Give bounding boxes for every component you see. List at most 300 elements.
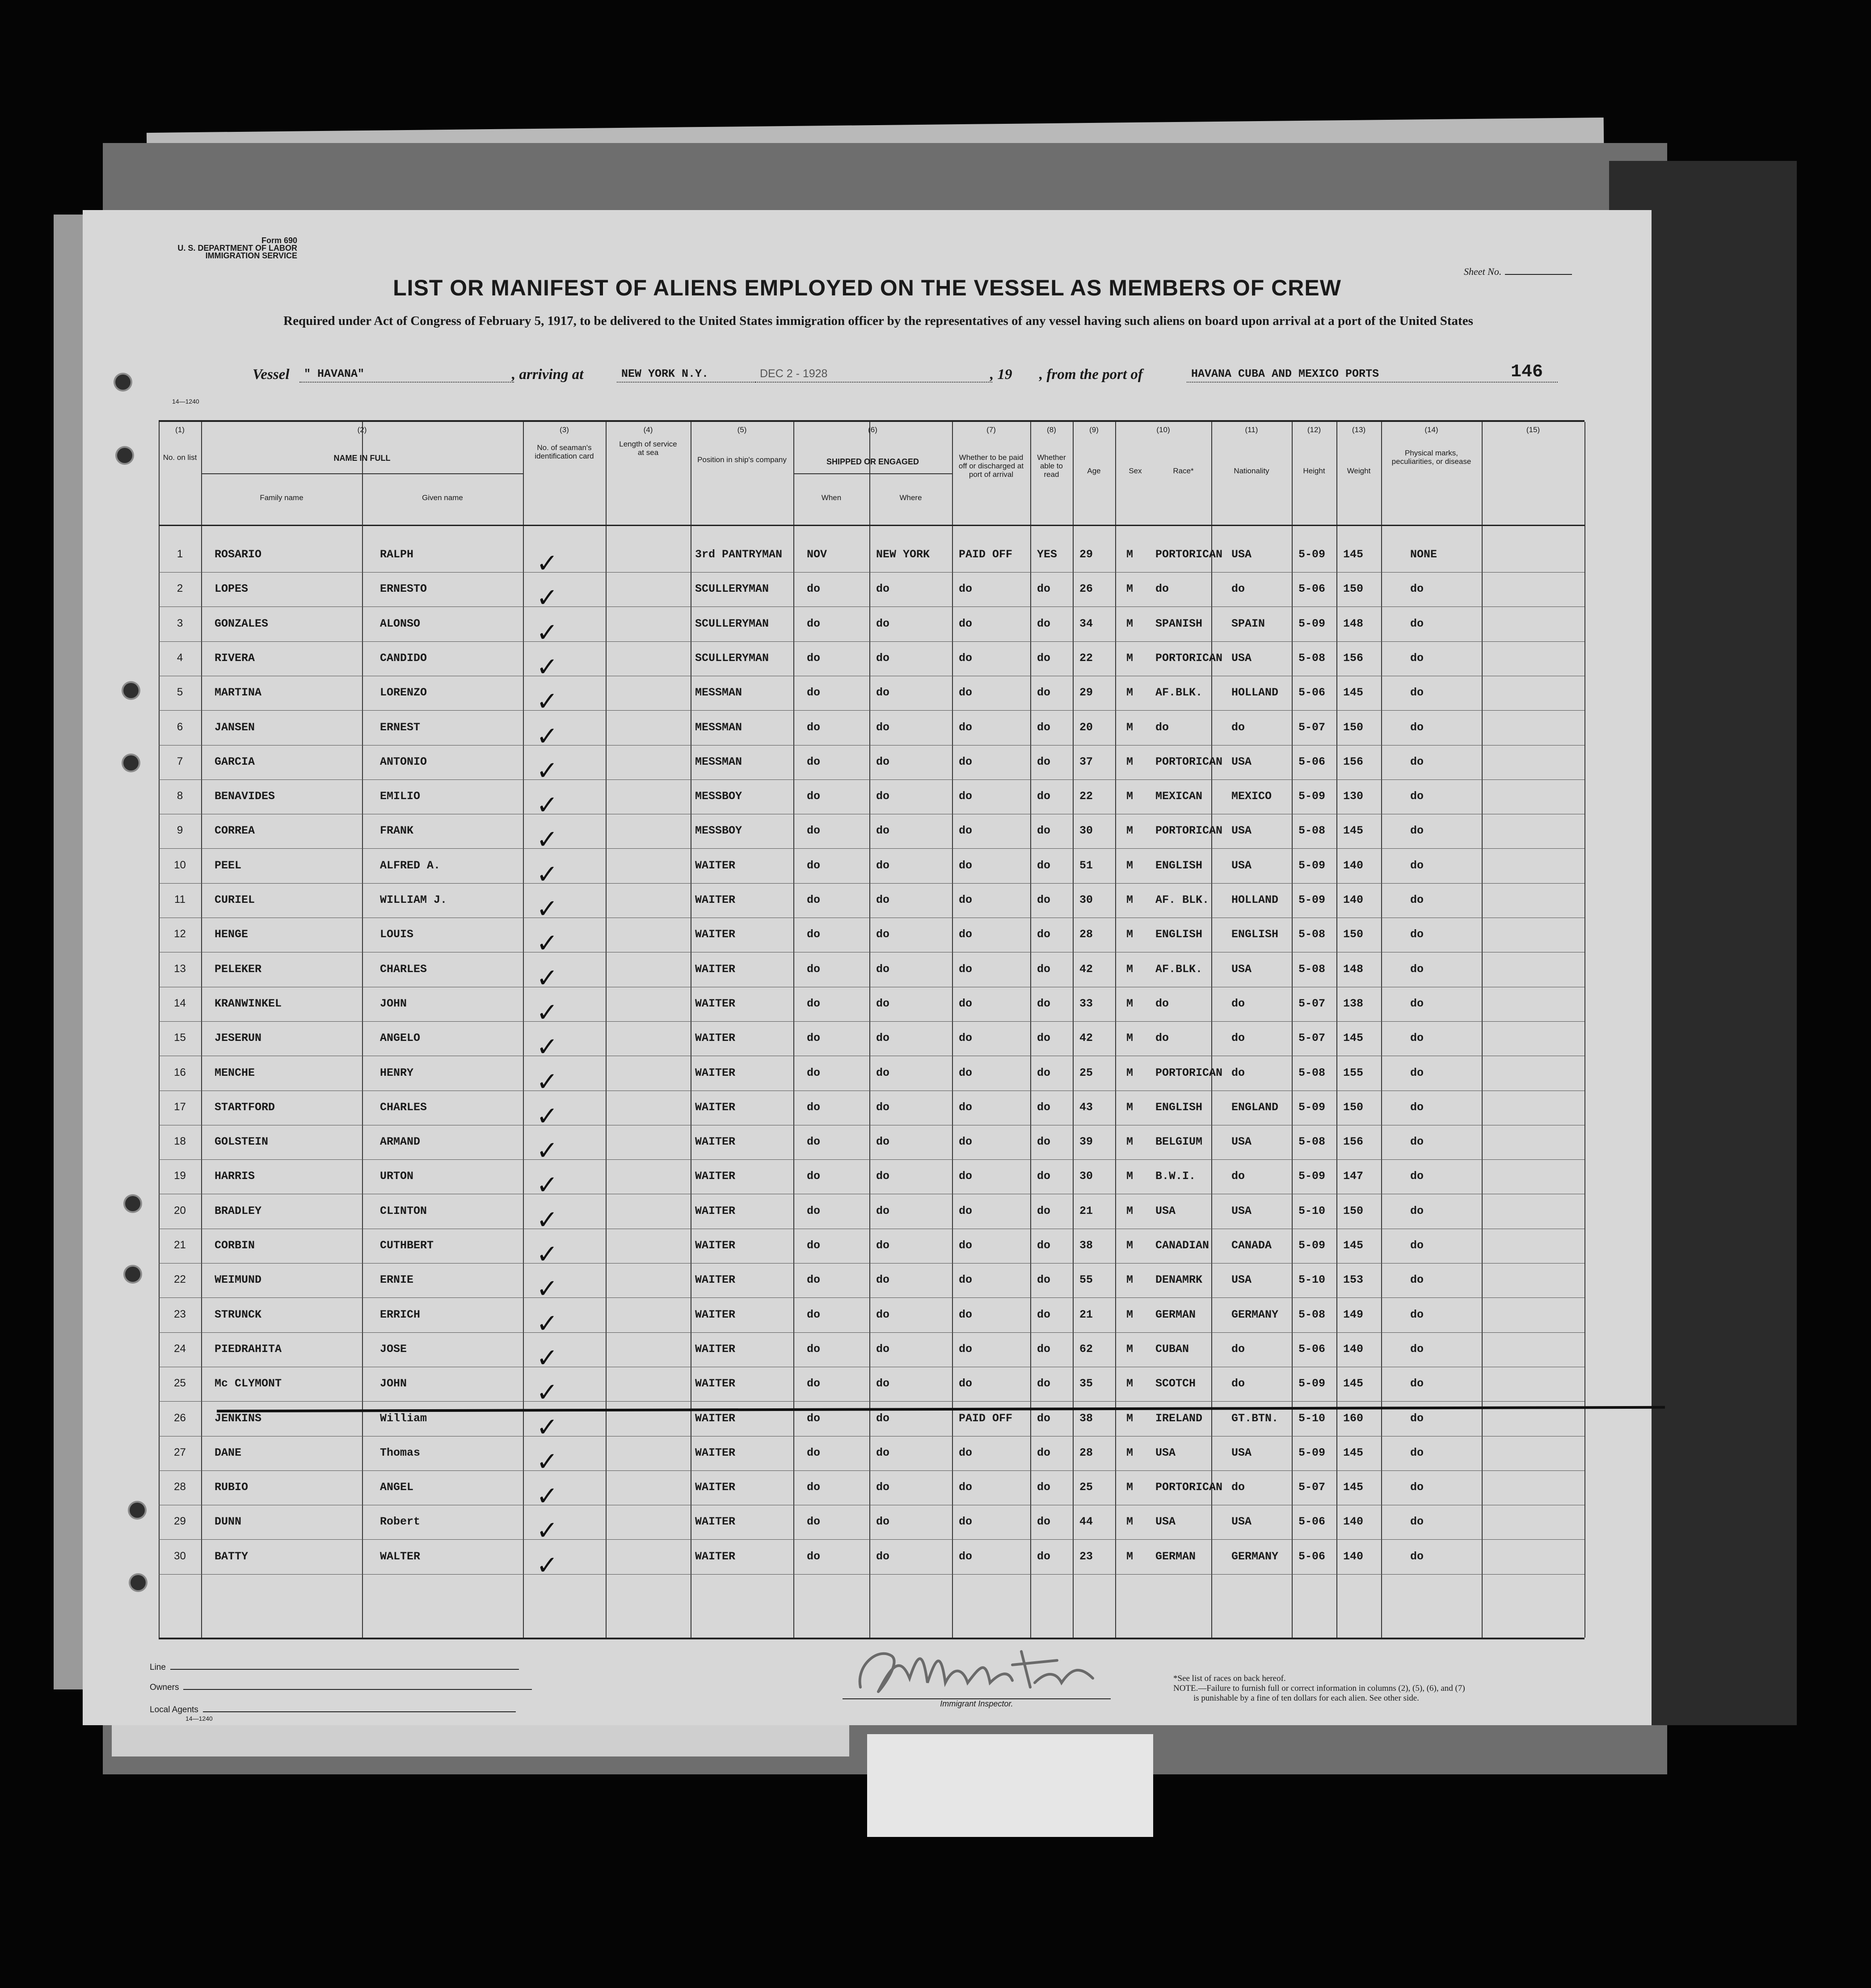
col-num-9: (9)	[1089, 425, 1099, 434]
cell-paid: do	[959, 1135, 973, 1149]
cell-marks: do	[1410, 893, 1424, 906]
cell-when: do	[807, 790, 821, 803]
cell-given: HENRY	[380, 1066, 414, 1079]
cell-position: WAITER	[695, 928, 736, 941]
header-family-name: Family name	[260, 493, 303, 502]
binder-hole	[125, 1196, 140, 1211]
cell-when: do	[807, 962, 821, 976]
cell-no: 18	[174, 1135, 186, 1148]
cell-position: WAITER	[695, 962, 736, 976]
cell-sex: M	[1126, 859, 1134, 872]
cell-height: 5-08	[1298, 651, 1326, 665]
header-shipped-engaged: SHIPPED OR ENGAGED	[826, 457, 919, 466]
cell-position: WAITER	[695, 1170, 736, 1183]
cell-when: do	[807, 617, 821, 630]
cell-given: WILLIAM J.	[380, 893, 447, 906]
cell-marks: do	[1410, 651, 1424, 665]
cell-family: KRANWINKEL	[215, 997, 282, 1010]
cell-nat: ENGLAND	[1231, 1100, 1279, 1114]
cell-race: CANADIAN	[1155, 1239, 1209, 1252]
cell-sex: M	[1126, 928, 1134, 941]
cell-where: do	[876, 1170, 890, 1183]
cell-paid: do	[959, 859, 973, 872]
check-mark-icon: ✓	[536, 755, 558, 786]
cell-nat: HOLLAND	[1231, 893, 1279, 906]
cell-sex: M	[1126, 1239, 1134, 1252]
check-mark-icon: ✓	[536, 720, 558, 751]
cell-height: 5-09	[1298, 1170, 1326, 1183]
cell-family: CORREA	[215, 824, 255, 838]
cell-age: 28	[1079, 1446, 1093, 1459]
table-row	[159, 1367, 1584, 1408]
cell-race: ENGLISH	[1155, 859, 1203, 872]
cell-nat: do	[1231, 1066, 1245, 1079]
cell-position: WAITER	[695, 893, 736, 906]
cell-family: GARCIA	[215, 755, 255, 768]
cell-given: CLINTON	[380, 1204, 427, 1217]
cell-read: do	[1037, 962, 1051, 976]
cell-weight: 130	[1343, 790, 1364, 803]
cell-weight: 145	[1343, 548, 1364, 561]
table-row	[159, 918, 1584, 959]
table-row	[159, 780, 1584, 821]
binder-hole	[130, 1503, 145, 1518]
cell-family: ROSARIO	[215, 548, 262, 561]
cell-family: JENKINS	[215, 1411, 262, 1425]
cell-family: DUNN	[215, 1515, 242, 1529]
header-name-in-full: NAME IN FULL	[333, 454, 391, 463]
header-when: When	[821, 493, 842, 502]
cell-when: do	[807, 1342, 821, 1356]
check-mark-icon: ✓	[536, 617, 558, 648]
cell-given: JOHN	[380, 997, 407, 1010]
cell-where: do	[876, 962, 890, 976]
table-row	[159, 607, 1584, 648]
cell-marks: do	[1410, 1515, 1424, 1529]
cell-position: WAITER	[695, 1204, 736, 1217]
cell-given: CHARLES	[380, 962, 427, 976]
cell-nat: USA	[1231, 1273, 1252, 1287]
cell-marks: do	[1410, 1066, 1424, 1079]
cell-sex: M	[1126, 824, 1134, 838]
cell-read: do	[1037, 755, 1051, 768]
cell-family: JANSEN	[215, 720, 255, 734]
cell-when: do	[807, 651, 821, 665]
cell-given: JOHN	[380, 1377, 407, 1390]
from-label: , from the port of	[1039, 366, 1143, 383]
cell-age: 28	[1079, 928, 1093, 941]
cell-read: do	[1037, 720, 1051, 734]
cell-weight: 156	[1343, 755, 1364, 768]
cell-race: do	[1155, 997, 1169, 1010]
cell-read: do	[1037, 997, 1051, 1010]
cell-paid: do	[959, 617, 973, 630]
col-num-14: (14)	[1424, 425, 1438, 434]
cell-nat: do	[1231, 1377, 1245, 1390]
line-blank	[170, 1669, 519, 1670]
cell-where: do	[876, 790, 890, 803]
cell-given: WALTER	[380, 1550, 421, 1563]
cell-no: 19	[174, 1170, 186, 1182]
cell-position: SCULLERYMAN	[695, 651, 769, 665]
cell-age: 20	[1079, 720, 1093, 734]
cell-where: do	[876, 582, 890, 596]
cell-given: CUTHBERT	[380, 1239, 434, 1252]
cell-age: 33	[1079, 997, 1093, 1010]
cell-when: do	[807, 997, 821, 1010]
cell-sex: M	[1126, 1411, 1134, 1425]
agents-label: Local Agents	[150, 1705, 198, 1714]
cell-marks: do	[1410, 790, 1424, 803]
col-num-3: (3)	[560, 425, 569, 434]
binder-hole	[123, 683, 139, 698]
cell-family: Mc CLYMONT	[215, 1377, 282, 1390]
cell-no: 7	[177, 755, 183, 767]
cell-where: do	[876, 1066, 890, 1079]
cell-when: do	[807, 1066, 821, 1079]
cell-age: 62	[1079, 1342, 1093, 1356]
cell-where: do	[876, 1446, 890, 1459]
sheet-no-field	[1464, 266, 1572, 278]
check-mark-icon: ✓	[536, 1032, 558, 1062]
cell-paid: do	[959, 1239, 973, 1252]
table-row	[159, 573, 1584, 613]
cell-sex: M	[1126, 1135, 1134, 1149]
cell-sex: M	[1126, 1170, 1134, 1183]
form-number-block: Form 690 U. S. DEPARTMENT OF LABOR IMMIGRATION SERVICE	[177, 236, 297, 260]
cell-race: IRELAND	[1155, 1411, 1203, 1425]
row-rule	[159, 1574, 1584, 1575]
cell-position: WAITER	[695, 1100, 736, 1114]
cell-given: ALFRED A.	[380, 859, 441, 872]
header-age: Age	[1087, 467, 1101, 475]
cell-position: WAITER	[695, 1515, 736, 1529]
cell-where: do	[876, 1481, 890, 1494]
cell-marks: do	[1410, 997, 1424, 1010]
cell-marks: do	[1410, 1100, 1424, 1114]
col-num-10: (10)	[1156, 425, 1170, 434]
cell-race: GERMAN	[1155, 1550, 1196, 1563]
cell-height: 5-08	[1298, 962, 1326, 976]
cell-height: 5-09	[1298, 790, 1326, 803]
page-title: LIST OR MANIFEST OF ALIENS EMPLOYED ON THE VESSEL AS MEMBERS OF CREW	[393, 275, 1341, 300]
cell-weight: 153	[1343, 1273, 1364, 1287]
cell-position: WAITER	[695, 1342, 736, 1356]
cell-given: ANGELO	[380, 1032, 421, 1045]
header-position: Position in ship's company	[697, 455, 787, 464]
cell-family: DANE	[215, 1446, 242, 1459]
cell-nat: USA	[1231, 824, 1252, 838]
cell-nat: CANADA	[1231, 1239, 1272, 1252]
binder-hole	[115, 375, 131, 390]
cell-marks: do	[1410, 1446, 1424, 1459]
cell-read: do	[1037, 1204, 1051, 1217]
table-row	[159, 746, 1584, 786]
cell-read: do	[1037, 1342, 1051, 1356]
check-mark-icon: ✓	[536, 1239, 558, 1269]
cell-age: 42	[1079, 962, 1093, 976]
check-mark-icon: ✓	[536, 1550, 558, 1580]
cell-read: do	[1037, 1550, 1051, 1563]
cell-weight: 140	[1343, 1550, 1364, 1563]
cell-paid: do	[959, 997, 973, 1010]
cell-family: RUBIO	[215, 1481, 249, 1494]
cell-no: 1	[177, 548, 183, 560]
year-label: , 19	[990, 366, 1012, 383]
cell-sex: M	[1126, 720, 1134, 734]
cell-where: do	[876, 1550, 890, 1563]
cell-nat: USA	[1231, 1446, 1252, 1459]
cell-read: do	[1037, 1135, 1051, 1149]
table-row	[159, 849, 1584, 889]
cell-family: STARTFORD	[215, 1100, 275, 1114]
underlying-sheet-bottom	[112, 1725, 849, 1756]
cell-age: 29	[1079, 548, 1093, 561]
col-num-8: (8)	[1047, 425, 1056, 434]
cell-position: WAITER	[695, 1550, 736, 1563]
cell-height: 5-09	[1298, 617, 1326, 630]
col-num-13: (13)	[1352, 425, 1366, 434]
shipped-subheader-rule	[793, 473, 952, 474]
date-stamp: DEC 2 - 1928	[755, 367, 992, 383]
underlying-slip-bottom	[867, 1734, 1153, 1837]
cell-age: 55	[1079, 1273, 1093, 1287]
cell-sex: M	[1126, 755, 1134, 768]
cell-no: 17	[174, 1100, 186, 1113]
cell-position: WAITER	[695, 1032, 736, 1045]
check-mark-icon: ✓	[536, 1446, 558, 1477]
cell-marks: do	[1410, 720, 1424, 734]
cell-read: do	[1037, 928, 1051, 941]
cell-family: BATTY	[215, 1550, 249, 1563]
from-port-value: HAVANA CUBA AND MEXICO PORTS	[1187, 367, 1558, 383]
cell-no: 24	[174, 1342, 186, 1355]
cell-weight: 150	[1343, 720, 1364, 734]
cell-given: ERNEST	[380, 720, 421, 734]
table-row	[159, 1505, 1584, 1546]
header-weight: Weight	[1347, 467, 1371, 475]
cell-weight: 145	[1343, 1481, 1364, 1494]
cell-paid: do	[959, 1170, 973, 1183]
check-mark-icon: ✓	[536, 1273, 558, 1304]
cell-when: do	[807, 720, 821, 734]
manifest-sheet	[83, 210, 1652, 1725]
cell-height: 5-10	[1298, 1411, 1326, 1425]
cell-age: 38	[1079, 1411, 1093, 1425]
cell-paid: do	[959, 651, 973, 665]
cell-sex: M	[1126, 1550, 1134, 1563]
cell-read: do	[1037, 686, 1051, 699]
header-height: Height	[1303, 467, 1325, 475]
table-row	[159, 711, 1584, 751]
cell-given: LORENZO	[380, 686, 427, 699]
cell-when: do	[807, 1550, 821, 1563]
cell-marks: do	[1410, 1308, 1424, 1321]
cell-race: PORTORICAN	[1155, 1066, 1223, 1079]
cell-height: 5-09	[1298, 1239, 1326, 1252]
owners-blank	[183, 1689, 532, 1690]
cell-given: URTON	[380, 1170, 414, 1183]
cell-when: do	[807, 1204, 821, 1217]
cell-sex: M	[1126, 686, 1134, 699]
cell-sex: M	[1126, 893, 1134, 906]
cell-marks: do	[1410, 1273, 1424, 1287]
cell-race: PORTORICAN	[1155, 1481, 1223, 1494]
cell-nat: USA	[1231, 1204, 1252, 1217]
cell-weight: 150	[1343, 1204, 1364, 1217]
cell-sex: M	[1126, 1481, 1134, 1494]
cell-weight: 156	[1343, 651, 1364, 665]
cell-marks: do	[1410, 755, 1424, 768]
cell-height: 5-06	[1298, 1515, 1326, 1529]
cell-sex: M	[1126, 962, 1134, 976]
cell-read: do	[1037, 1515, 1051, 1529]
cell-marks: do	[1410, 1204, 1424, 1217]
cell-age: 29	[1079, 686, 1093, 699]
cell-where: do	[876, 893, 890, 906]
cell-family: MENCHE	[215, 1066, 255, 1079]
cell-marks: do	[1410, 1342, 1424, 1356]
table-row	[159, 953, 1584, 993]
cell-where: do	[876, 1377, 890, 1390]
cell-nat: GERMANY	[1231, 1308, 1279, 1321]
cell-weight: 150	[1343, 582, 1364, 596]
cell-family: PIEDRAHITA	[215, 1342, 282, 1356]
cell-family: CURIEL	[215, 893, 255, 906]
cell-where: NEW YORK	[876, 548, 930, 561]
header-bottom-rule	[159, 525, 1584, 526]
footer-notes	[1173, 1674, 1465, 1703]
cell-race: SPANISH	[1155, 617, 1203, 630]
cell-no: 30	[174, 1550, 186, 1562]
binder-hole	[117, 448, 132, 463]
cell-sex: M	[1126, 790, 1134, 803]
cell-height: 5-09	[1298, 893, 1326, 906]
header-length-service: Length of service at sea	[619, 440, 677, 457]
header-race: Race*	[1173, 467, 1194, 475]
cell-race: AF. BLK.	[1155, 893, 1209, 906]
cell-no: 2	[177, 582, 183, 595]
check-mark-icon: ✓	[536, 1411, 558, 1442]
agents-field	[150, 1705, 516, 1715]
owners-label: Owners	[150, 1683, 179, 1692]
vessel-label: Vessel	[253, 366, 290, 383]
cell-height: 5-09	[1298, 1377, 1326, 1390]
cell-race: DENAMRK	[1155, 1273, 1203, 1287]
cell-sex: M	[1126, 1032, 1134, 1045]
cell-height: 5-07	[1298, 1481, 1326, 1494]
cell-weight: 147	[1343, 1170, 1364, 1183]
cell-race: B.W.I.	[1155, 1170, 1196, 1183]
cell-weight: 149	[1343, 1308, 1364, 1321]
cell-where: do	[876, 1100, 890, 1114]
cell-where: do	[876, 1308, 890, 1321]
check-mark-icon: ✓	[536, 824, 558, 855]
cell-marks: do	[1410, 859, 1424, 872]
cell-height: 5-06	[1298, 755, 1326, 768]
table-row	[159, 1022, 1584, 1062]
header-nationality: Nationality	[1234, 467, 1269, 475]
cell-family: GONZALES	[215, 617, 269, 630]
cell-where: do	[876, 824, 890, 838]
cell-sex: M	[1126, 1273, 1134, 1287]
cell-paid: do	[959, 1377, 973, 1390]
cell-paid: do	[959, 1066, 973, 1079]
cell-family: JESERUN	[215, 1032, 262, 1045]
check-mark-icon: ✓	[536, 1377, 558, 1408]
cell-age: 23	[1079, 1550, 1093, 1563]
check-mark-icon: ✓	[536, 790, 558, 821]
cell-nat: do	[1231, 582, 1245, 596]
cell-nat: do	[1231, 1032, 1245, 1045]
cell-age: 44	[1079, 1515, 1093, 1529]
cell-race: CUBAN	[1155, 1342, 1189, 1356]
cell-sex: M	[1126, 1342, 1134, 1356]
cell-position: MESSBOY	[695, 824, 742, 838]
cell-marks: do	[1410, 928, 1424, 941]
cell-height: 5-08	[1298, 1308, 1326, 1321]
cell-given: ERNIE	[380, 1273, 414, 1287]
cell-no: 12	[174, 928, 186, 940]
cell-sex: M	[1126, 548, 1134, 561]
cell-no: 22	[174, 1273, 186, 1286]
cell-read: do	[1037, 1446, 1051, 1459]
cell-height: 5-06	[1298, 1342, 1326, 1356]
cell-weight: 140	[1343, 893, 1364, 906]
cell-sex: M	[1126, 1066, 1134, 1079]
cell-race: do	[1155, 1032, 1169, 1045]
cell-no: 13	[174, 962, 186, 975]
cell-age: 25	[1079, 1066, 1093, 1079]
arriving-label: , arriving at	[512, 366, 584, 383]
cell-no: 26	[174, 1411, 186, 1424]
cell-read: do	[1037, 824, 1051, 838]
cell-height: 5-06	[1298, 582, 1326, 596]
cell-no: 25	[174, 1377, 186, 1390]
cell-given: JOSE	[380, 1342, 407, 1356]
inspector-label: Immigrant Inspector.	[843, 1698, 1111, 1709]
cell-where: do	[876, 1411, 890, 1425]
cell-family: CORBIN	[215, 1239, 255, 1252]
cell-nat: do	[1231, 720, 1245, 734]
cell-paid: do	[959, 1308, 973, 1321]
check-mark-icon: ✓	[536, 1066, 558, 1097]
header-paid-off: Whether to be paid off or discharged at port of arrival	[958, 453, 1024, 479]
note-fine-2: is punishable by a fine of ten dollars for each alien. See other side.	[1193, 1693, 1419, 1703]
cell-no: 9	[177, 824, 183, 837]
cell-sex: M	[1126, 1308, 1134, 1321]
cell-age: 22	[1079, 651, 1093, 665]
cell-nat: HOLLAND	[1231, 686, 1279, 699]
cell-nat: USA	[1231, 548, 1252, 561]
cell-age: 42	[1079, 1032, 1093, 1045]
header-given-name: Given name	[422, 493, 463, 502]
cell-nat: MEXICO	[1231, 790, 1272, 803]
cell-no: 21	[174, 1239, 186, 1251]
cell-given: CANDIDO	[380, 651, 427, 665]
cell-age: 22	[1079, 790, 1093, 803]
inspector-signature	[851, 1638, 1102, 1701]
cell-given: Thomas	[380, 1446, 421, 1459]
cell-nat: do	[1231, 1170, 1245, 1183]
cell-where: do	[876, 1032, 890, 1045]
form-code-top: 14—1240	[172, 398, 199, 405]
cell-age: 30	[1079, 893, 1093, 906]
cell-no: 23	[174, 1308, 186, 1320]
cell-weight: 145	[1343, 824, 1364, 838]
cell-nat: USA	[1231, 962, 1252, 976]
cell-height: 5-07	[1298, 997, 1326, 1010]
